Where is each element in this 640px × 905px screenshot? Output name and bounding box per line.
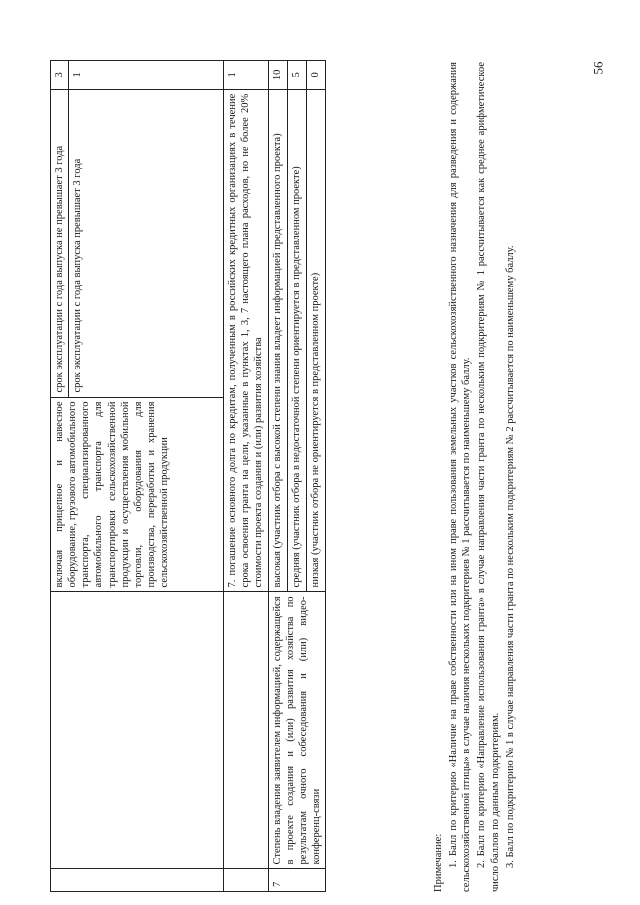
table-cell-criterion: Степень владения заявителем информацией, содержащейся в проекте создания и (или) развития хозяйства по результатам очного собеседования и (или) видео-конференц-связи [268,592,326,869]
criteria-table [50,60,326,892]
table-cell-criterion [51,592,224,869]
table-cell-description: высокая (участник отбора с высокой степени знания владеет информацией представленного проекта) [268,89,287,592]
notes-section [430,62,519,892]
note-item: 2. Балл по критерию «Направление использования гранта» в случае направления части гранта по нескольким подкритериям № 1 рассчитывается как среднее арифметическое число баллов по данным подкритериям. [476,62,501,892]
table-cell-num [51,869,224,892]
page-number: 56 [590,61,606,75]
table-cell-description: средняя (участник отбора в недостаточной степени ориентируется в представленном проекте) [287,89,306,592]
table-cell-description: срок эксплуатации с года выпуска не превышает 3 года [51,89,69,397]
note-item: 1. Балл по критерию «Наличие на праве собственности или на ином праве пользования земельных участков сельскохозяйственного назначения для разведения и содержания сельскохозяйственной птицы» в случае наличия нескольких подкритериев № 1 рассчитывается по наименьшему баллу. [448,62,473,892]
table-cell-criterion [224,592,268,869]
notes-heading: Примечание: [433,833,444,892]
note-item: 3. Балл по подкритерию № 1 в случае направления части гранта по нескольким подкритериям № 2 рассчитывается по наименьшему баллу. [504,245,516,868]
table-cell-description: низкая (участник отбора не ориентируется в представленном проекте) [306,89,325,592]
table-cell-subcriterion: включая прицепное и навесное оборудование, грузового автомобильного транспорта, специализированного автомобильного транспорта для транспортировки сельскохозяйственной продукции и осуществления мобильной торговли, оборудования для производства, переработки и хранения сельскохозяйственной продукции [51,397,224,592]
table-cell-score: 10 [268,61,287,90]
rotated-document-content [50,10,610,900]
table-row [51,61,69,892]
table-cell-num: 7 [268,869,326,892]
table-cell-description: срок эксплуатации с года выпуска превышает 3 года [69,89,224,397]
table-cell-num [224,869,268,892]
table-cell-score: 1 [224,61,268,90]
table-cell-score: 5 [287,61,306,90]
table-cell-score: 3 [51,61,69,90]
table-cell-description: 7. погашение основного долга по кредитам, полученным в российских кредитных организациях в течение срока освоения гранта на цели, указанные в пунктах 1, 3, 7 настоящего плана расходов, но не более 20% стоимости проекта создания и (или) развития хозяйства [224,89,268,592]
table-cell-score: 0 [306,61,325,90]
table-cell-score: 1 [69,61,224,90]
criteria-table-body [51,61,326,892]
table-row [224,61,268,892]
table-row [268,61,287,892]
